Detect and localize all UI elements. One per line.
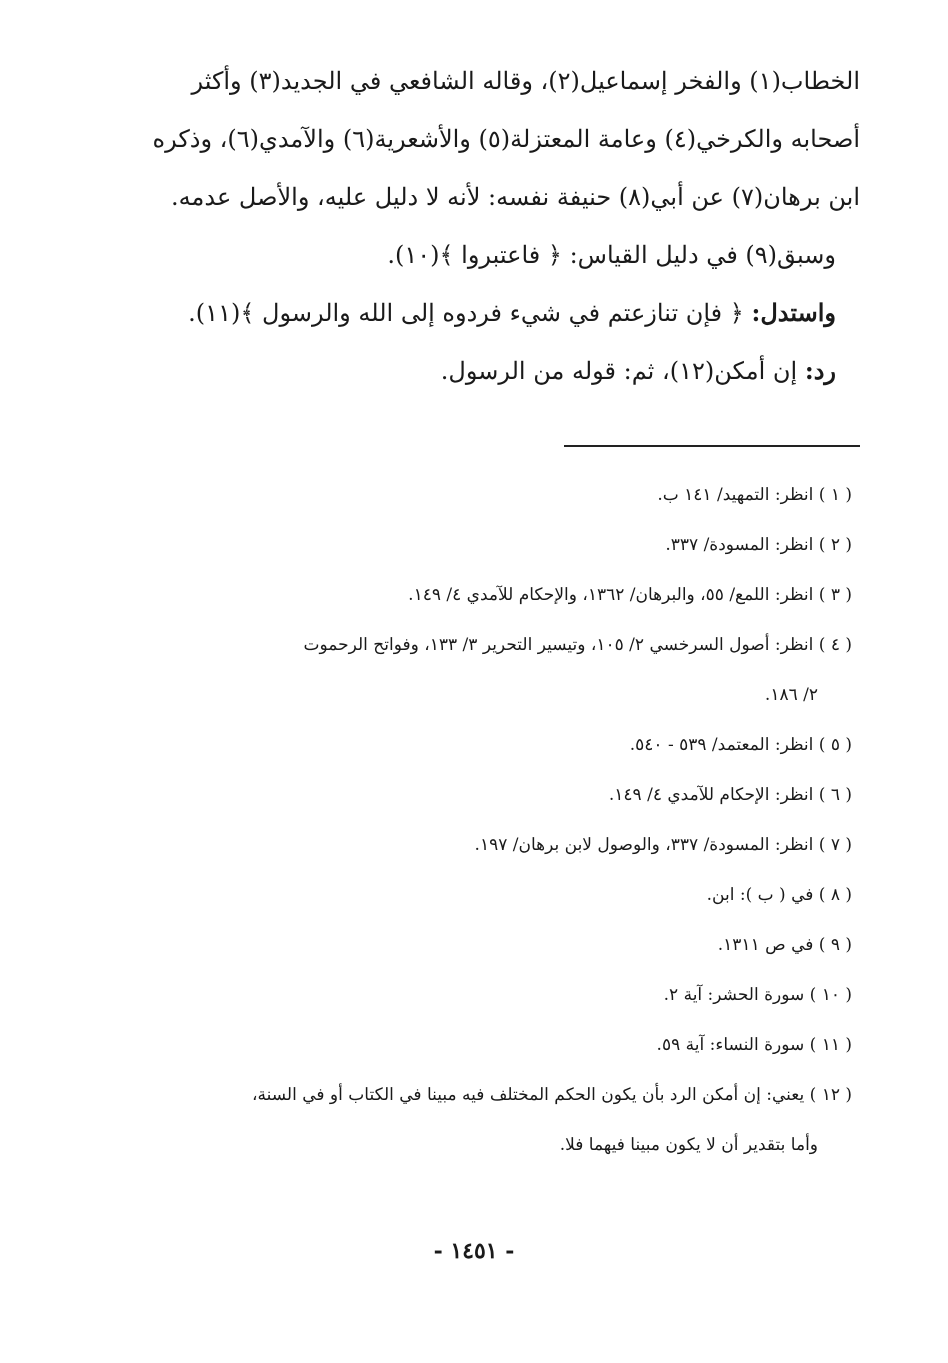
radd-label: رد: — [804, 356, 836, 385]
main-paragraph-qiyas: وسبق(٩) في دليل القياس: ﴿ فاعتبروا ﴾(١٠). — [387, 241, 836, 269]
radd-text: إن أمكن(١٢)، ثم: قوله من الرسول. — [440, 357, 805, 385]
main-line-1: الخطاب(١) والفخر إسماعيل(٢)، وقاله الشافعي في الجديد(٣) وأكثر — [191, 67, 860, 95]
footnote-5: ( ٥ ) انظر: المعتمد/ ٥٣٩ - ٥٤٠. — [629, 735, 852, 755]
main-paragraph-radd — [130, 342, 860, 400]
footnote-8: ( ٨ ) في ( ب ): ابن. — [706, 885, 852, 905]
footnotes-section — [134, 470, 852, 1170]
footnote-6: ( ٦ ) انظر: الإحكام للآمدي ٤/ ١٤٩. — [608, 785, 852, 805]
istidlal-text: ﴿ فإن تنازعتم في شيء فردوه إلى الله والرسول ﴾(١١). — [188, 299, 752, 327]
page-number: - ١٤٥١ - — [433, 1238, 515, 1264]
main-line-2: أصحابه والكرخي(٤) وعامة المعتزلة(٥) والأشعرية(٦) والآمدي(٦)، وذكره — [152, 125, 860, 153]
footnote-3: ( ٣ ) انظر: اللمع/ ٥٥، والبرهان/ ١٣٦٢، والإحكام للآمدي ٤/ ١٤٩. — [408, 585, 852, 605]
istidlal-label: واستدل: — [751, 298, 836, 327]
footnote-4-continued: ٢/ ١٨٦. — [764, 685, 818, 705]
footnote-7: ( ٧ ) انظر: المسودة/ ٣٣٧، والوصول لابن برهان/ ١٩٧. — [474, 835, 852, 855]
main-line-3: ابن برهان(٧) عن أبي(٨) حنيفة نفسه: لأنه لا دليل عليه، والأصل عدمه. — [171, 183, 860, 211]
footnote-divider — [564, 445, 860, 447]
footnote-1: ( ١ ) انظر: التمهيد/ ١٤١ ب. — [657, 485, 852, 505]
main-paragraph-istidlal — [130, 284, 860, 342]
footnote-12: ( ١٢ ) يعني: إن أمكن الرد بأن يكون الحكم المختلف فيه مبينا في الكتاب أو في السنة، — [252, 1085, 852, 1105]
footnote-10: ( ١٠ ) سورة الحشر: آية ٢. — [663, 985, 852, 1005]
footnote-9: ( ٩ ) في ص ١٣١١. — [717, 935, 852, 955]
footnote-12-continued: وأما بتقدير أن لا يكون مبينا فيهما فلا. — [559, 1135, 818, 1155]
footnote-4: ( ٤ ) انظر: أصول السرخسي ٢/ ١٠٥، وتيسير التحرير ٣/ ١٣٣، وفواتح الرحموت — [303, 635, 852, 655]
main-text-body — [130, 52, 860, 400]
footnote-2: ( ٢ ) انظر: المسودة/ ٣٣٧. — [665, 535, 852, 555]
footnote-11: ( ١١ ) سورة النساء: آية ٥٩. — [656, 1035, 852, 1055]
